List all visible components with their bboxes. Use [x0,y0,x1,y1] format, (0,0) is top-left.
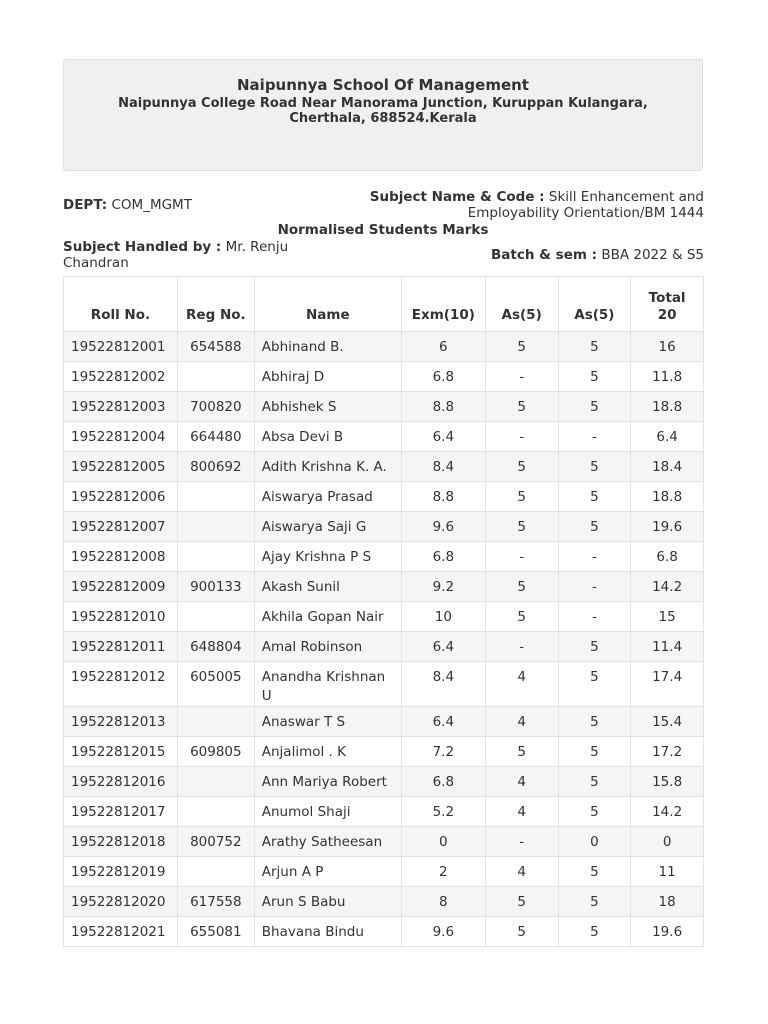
table-row [64,422,704,452]
assignment-1-cell: 4 [485,797,558,827]
col-header-reg: Reg No. [177,277,254,332]
exam-mark-cell: 9.2 [401,572,485,602]
table-row [64,572,704,602]
handled-info [63,239,293,271]
roll-no-cell: 19522812020 [64,887,178,917]
student-name-cell: Aiswarya Prasad [254,482,401,512]
roll-no-cell: 19522812013 [64,707,178,737]
reg-no-cell [177,857,254,887]
reg-no-cell: 648804 [177,632,254,662]
assignment-2-cell: - [558,422,631,452]
student-name-cell: Absa Devi B [254,422,401,452]
reg-no-cell [177,797,254,827]
assignment-2-cell: 5 [558,767,631,797]
table-row [64,857,704,887]
table-row [64,827,704,857]
total-mark-cell: 11.4 [631,632,704,662]
exam-mark-cell: 8 [401,887,485,917]
table-row [64,737,704,767]
exam-mark-cell: 7.2 [401,737,485,767]
student-name-cell: Arathy Satheesan [254,827,401,857]
student-name-cell: Amal Robinson [254,632,401,662]
table-row [64,797,704,827]
table-row [64,452,704,482]
exam-mark-cell: 9.6 [401,512,485,542]
reg-no-cell: 609805 [177,737,254,767]
roll-no-cell: 19522812016 [64,767,178,797]
assignment-2-cell: 5 [558,512,631,542]
assignment-1-cell: 5 [485,392,558,422]
total-mark-cell: 18.8 [631,482,704,512]
reg-no-cell: 605005 [177,662,254,707]
roll-no-cell: 19522812007 [64,512,178,542]
batch-value: BBA 2022 & S5 [601,247,704,263]
total-mark-cell: 11 [631,857,704,887]
assignment-2-cell: 5 [558,452,631,482]
assignment-2-cell: 5 [558,737,631,767]
total-mark-cell: 19.6 [631,512,704,542]
exam-mark-cell: 0 [401,827,485,857]
assignment-2-cell: 5 [558,362,631,392]
student-name-cell: Adith Krishna K. A. [254,452,401,482]
table-row [64,542,704,572]
roll-no-cell: 19522812002 [64,362,178,392]
student-name-cell: Akash Sunil [254,572,401,602]
total-mark-cell: 17.2 [631,737,704,767]
roll-no-cell: 19522812018 [64,827,178,857]
assignment-2-cell: - [558,572,631,602]
student-name-cell: Aiswarya Saji G [254,512,401,542]
student-name-cell: Abhiraj D [254,362,401,392]
table-row [64,917,704,947]
assignment-2-cell: 5 [558,857,631,887]
roll-no-cell: 19522812004 [64,422,178,452]
assignment-1-cell: 4 [485,767,558,797]
subject-info [340,189,704,221]
reg-no-cell: 800752 [177,827,254,857]
roll-no-cell: 19522812008 [64,542,178,572]
table-header-row [64,277,704,332]
col-header-assignment-1: As(5) [485,277,558,332]
assignment-1-cell: 5 [485,917,558,947]
student-name-cell: Anumol Shaji [254,797,401,827]
total-mark-cell: 15.4 [631,707,704,737]
total-mark-cell: 14.2 [631,797,704,827]
exam-mark-cell: 8.8 [401,392,485,422]
dept-label: DEPT: [63,197,108,213]
student-name-cell: Anandha Krishnan U [254,662,401,707]
assignment-2-cell: 5 [558,887,631,917]
reg-no-cell: 654588 [177,332,254,362]
exam-mark-cell: 6.4 [401,422,485,452]
student-name-cell: Anjalimol . K [254,737,401,767]
assignment-2-cell: 5 [558,662,631,707]
total-mark-cell: 17.4 [631,662,704,707]
assignment-2-cell: 5 [558,392,631,422]
reg-no-cell [177,362,254,392]
assignment-1-cell: 5 [485,737,558,767]
roll-no-cell: 19522812017 [64,797,178,827]
roll-no-cell: 19522812001 [64,332,178,362]
marks-table [63,276,704,947]
exam-mark-cell: 6.8 [401,542,485,572]
assignment-1-cell: - [485,422,558,452]
table-row [64,767,704,797]
assignment-2-cell: 5 [558,632,631,662]
reg-no-cell: 617558 [177,887,254,917]
exam-mark-cell: 6.8 [401,767,485,797]
assignment-1-cell: - [485,827,558,857]
total-mark-cell: 0 [631,827,704,857]
total-mark-cell: 11.8 [631,362,704,392]
assignment-1-cell: 5 [485,512,558,542]
total-mark-cell: 19.6 [631,917,704,947]
roll-no-cell: 19522812012 [64,662,178,707]
total-mark-cell: 14.2 [631,572,704,602]
school-name: Naipunnya School Of Management [237,76,529,94]
reg-no-cell [177,707,254,737]
col-header-total: Total 20 [631,277,704,332]
assignment-1-cell: 4 [485,707,558,737]
assignment-1-cell: - [485,542,558,572]
total-mark-cell: 6.4 [631,422,704,452]
reg-no-cell: 900133 [177,572,254,602]
student-name-cell: Abhishek S [254,392,401,422]
exam-mark-cell: 6 [401,332,485,362]
normalised-title: Normalised Students Marks [277,222,489,238]
exam-mark-cell: 2 [401,857,485,887]
assignment-1-cell: 5 [485,452,558,482]
student-name-cell: Bhavana Bindu [254,917,401,947]
reg-no-cell [177,482,254,512]
table-row [64,602,704,632]
assignment-1-cell: 5 [485,572,558,602]
roll-no-cell: 19522812011 [64,632,178,662]
table-row [64,362,704,392]
exam-mark-cell: 6.4 [401,707,485,737]
exam-mark-cell: 6.8 [401,362,485,392]
school-header [63,59,703,171]
roll-no-cell: 19522812010 [64,602,178,632]
exam-mark-cell: 8.8 [401,482,485,512]
total-mark-cell: 18 [631,887,704,917]
roll-no-cell: 19522812015 [64,737,178,767]
roll-no-cell: 19522812006 [64,482,178,512]
exam-mark-cell: 10 [401,602,485,632]
assignment-1-cell: 5 [485,602,558,632]
reg-no-cell [177,542,254,572]
table-row [64,482,704,512]
assignment-2-cell: 5 [558,332,631,362]
school-address: Naipunnya College Road Near Manorama Junction, Kuruppan Kulangara, Cherthala, 688524.Kerala [118,96,648,126]
assignment-1-cell: - [485,632,558,662]
assignment-1-cell: 5 [485,332,558,362]
dept-info [63,197,192,213]
table-row [64,707,704,737]
assignment-1-cell: 5 [485,482,558,512]
table-row [64,632,704,662]
assignment-1-cell: 5 [485,887,558,917]
subject-value: Skill Enhancement and Employability Orientation/BM 1444 [467,189,704,221]
assignment-2-cell: - [558,542,631,572]
col-header-name: Name [254,277,401,332]
reg-no-cell: 700820 [177,392,254,422]
table-row [64,662,704,707]
roll-no-cell: 19522812019 [64,857,178,887]
batch-label: Batch & sem : [491,247,598,263]
total-mark-cell: 18.8 [631,392,704,422]
assignment-2-cell: 5 [558,797,631,827]
subject-label: Subject Name & Code : [369,189,545,205]
roll-no-cell: 19522812021 [64,917,178,947]
exam-mark-cell: 6.4 [401,632,485,662]
handled-value: Mr. Renju Chandran [63,239,289,271]
assignment-2-cell: 0 [558,827,631,857]
exam-mark-cell: 9.6 [401,917,485,947]
reg-no-cell [177,767,254,797]
total-mark-cell: 6.8 [631,542,704,572]
reg-no-cell: 664480 [177,422,254,452]
assignment-2-cell: 5 [558,707,631,737]
student-name-cell: Arjun A P [254,857,401,887]
reg-no-cell [177,602,254,632]
reg-no-cell: 655081 [177,917,254,947]
roll-no-cell: 19522812005 [64,452,178,482]
col-header-assignment-2: As(5) [558,277,631,332]
exam-mark-cell: 8.4 [401,662,485,707]
total-mark-cell: 18.4 [631,452,704,482]
assignment-1-cell: 4 [485,857,558,887]
batch-info [420,247,704,263]
table-row [64,887,704,917]
table-row [64,392,704,422]
table-row [64,512,704,542]
assignment-1-cell: 4 [485,662,558,707]
col-header-exam: Exm(10) [401,277,485,332]
student-name-cell: Akhila Gopan Nair [254,602,401,632]
student-name-cell: Anaswar T S [254,707,401,737]
roll-no-cell: 19522812003 [64,392,178,422]
handled-label: Subject Handled by : [63,239,222,255]
student-name-cell: Ajay Krishna P S [254,542,401,572]
total-mark-cell: 15 [631,602,704,632]
assignment-2-cell: - [558,602,631,632]
exam-mark-cell: 5.2 [401,797,485,827]
dept-value: COM_MGMT [111,197,192,213]
col-header-roll: Roll No. [64,277,178,332]
table-row [64,332,704,362]
roll-no-cell: 19522812009 [64,572,178,602]
total-mark-cell: 15.8 [631,767,704,797]
marks-table-body [64,332,704,947]
assignment-1-cell: - [485,362,558,392]
assignment-2-cell: 5 [558,482,631,512]
student-name-cell: Abhinand B. [254,332,401,362]
exam-mark-cell: 8.4 [401,452,485,482]
student-name-cell: Ann Mariya Robert [254,767,401,797]
total-mark-cell: 16 [631,332,704,362]
student-name-cell: Arun S Babu [254,887,401,917]
reg-no-cell [177,512,254,542]
reg-no-cell: 800692 [177,452,254,482]
assignment-2-cell: 5 [558,917,631,947]
